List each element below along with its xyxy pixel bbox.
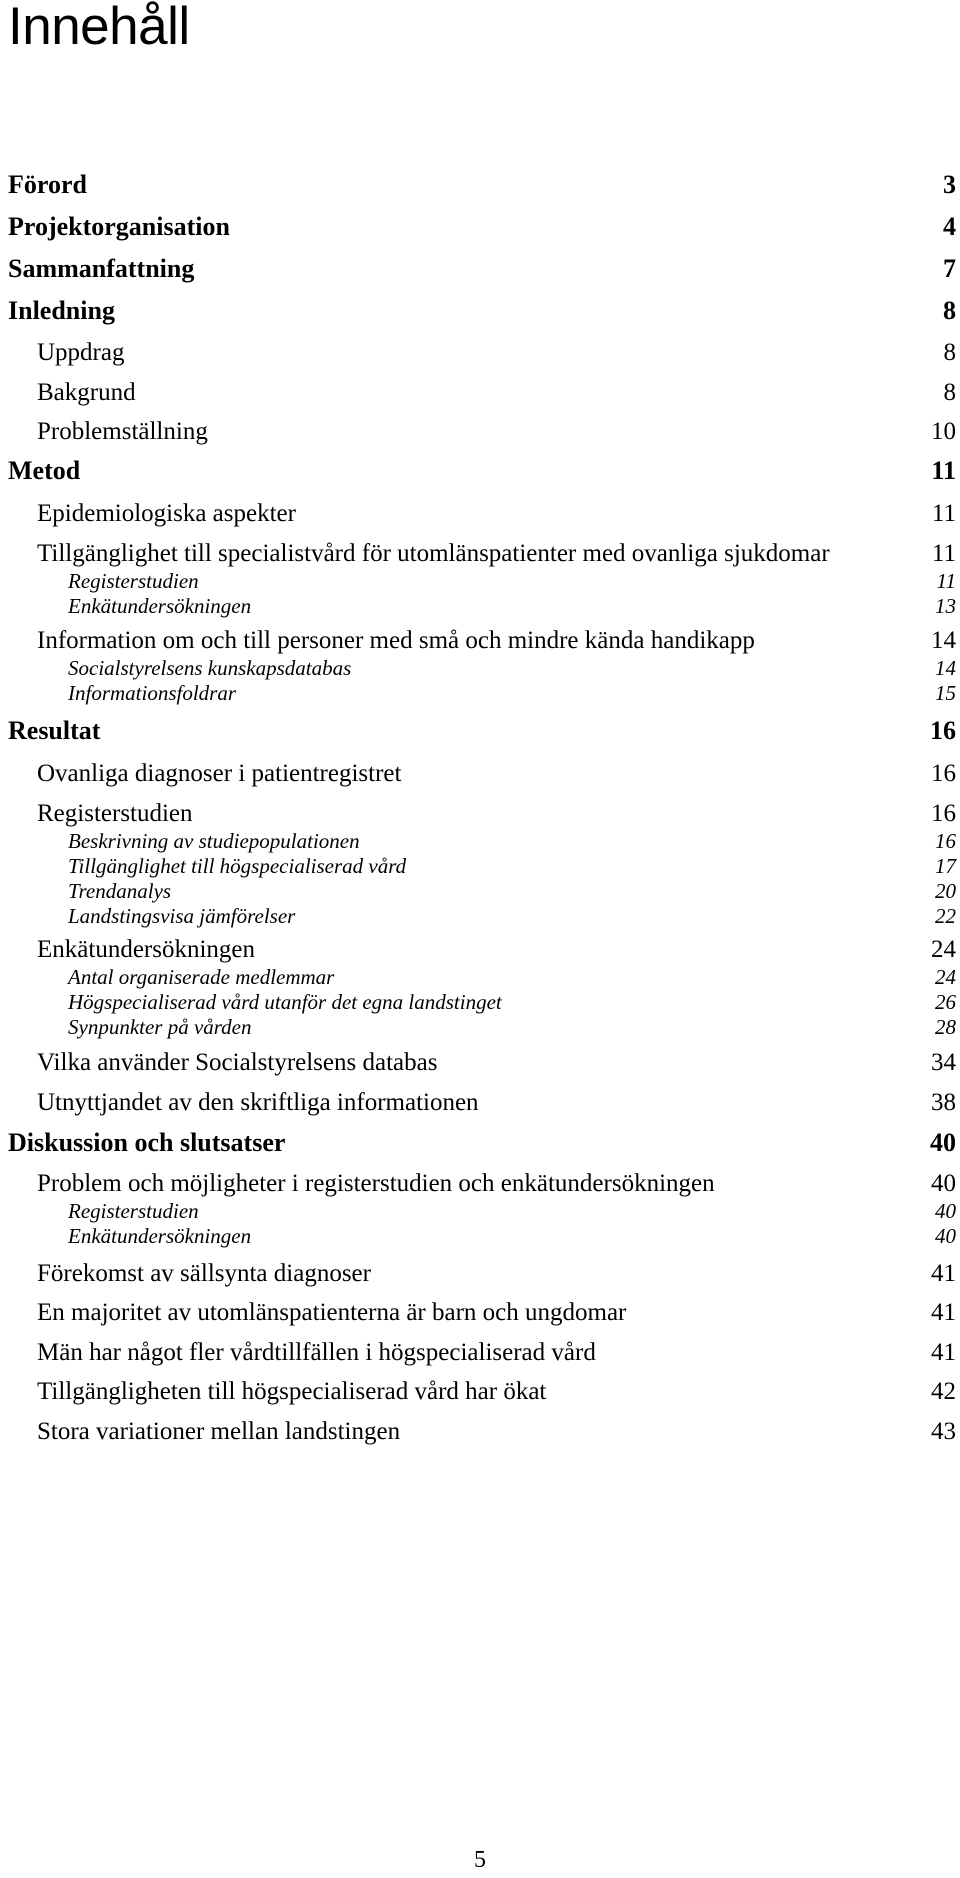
toc-entry-label: Information om och till personer med små och mindre kända handikapp (37, 627, 755, 654)
toc-entry-label: Resultat (8, 716, 101, 745)
toc-entry[interactable] (0, 1254, 960, 1288)
toc-entry-label: Landstingsvisa jämförelser (68, 904, 296, 928)
toc-entry-label: Enkätundersökningen (68, 594, 252, 618)
toc-entry-label: Inledning (8, 296, 115, 325)
toc-entry-page: 3 (943, 170, 956, 199)
toc-entry-label: Epidemiologiska aspekter (37, 500, 296, 527)
toc-entry[interactable] (0, 1006, 960, 1040)
toc-entry-page: 11 (936, 569, 956, 593)
toc-entry-page: 16 (931, 760, 956, 787)
toc-entry-label: Uppdrag (37, 339, 125, 366)
toc-entry-page: 10 (931, 418, 956, 445)
toc-entry[interactable] (0, 712, 960, 746)
toc-entry-page: 24 (931, 936, 956, 963)
toc-entry-label: Män har något fler vårdtillfällen i högspecialiserad vård (37, 1339, 596, 1366)
toc-entry-page: 26 (935, 990, 956, 1014)
toc-entry-label: En majoritet av utomlänspatienterna är barn och ungdomar (37, 1299, 627, 1326)
toc-entry[interactable] (0, 1333, 960, 1367)
toc-entry-label: Informationsfoldrar (68, 681, 237, 705)
toc-entry-page: 40 (935, 1224, 956, 1248)
toc-entry-label: Projektorganisation (8, 212, 230, 241)
toc-entry-label: Metod (8, 456, 81, 485)
toc-entry-label: Problemställning (37, 418, 208, 445)
toc-entry-page: 43 (931, 1418, 956, 1445)
toc-entry[interactable] (0, 373, 960, 407)
toc-entry[interactable] (0, 1372, 960, 1406)
toc-entry-label: Registerstudien (68, 569, 199, 593)
toc-entry[interactable] (0, 250, 960, 284)
toc-entry-label: Sammanfattning (8, 254, 195, 283)
toc-entry[interactable] (0, 1293, 960, 1327)
toc-entry-page: 16 (930, 716, 956, 745)
toc-entry-page: 11 (931, 456, 956, 485)
toc-entry-page: 40 (930, 1128, 956, 1157)
toc-entry-page: 40 (931, 1170, 956, 1197)
toc-entry[interactable] (0, 494, 960, 528)
toc-entry-page: 16 (931, 800, 956, 827)
toc-entry-page: 8 (943, 296, 956, 325)
toc-entry-page: 41 (931, 1339, 956, 1366)
toc-entry[interactable] (0, 166, 960, 200)
toc-entry[interactable] (0, 1043, 960, 1077)
toc-entry-page: 34 (931, 1049, 956, 1076)
toc-entry[interactable] (0, 1215, 960, 1249)
toc-entry-page: 15 (935, 681, 956, 705)
toc-entry-label: Diskussion och slutsatser (8, 1128, 286, 1157)
toc-entry-page: 42 (931, 1378, 956, 1405)
toc-entry-page: 14 (931, 627, 956, 654)
toc-entry[interactable] (0, 1083, 960, 1117)
toc-entry-label: Förekomst av sällsynta diagnoser (37, 1260, 371, 1287)
toc-entry-label: Vilka använder Socialstyrelsens databas (37, 1049, 438, 1076)
toc-entry-page: 41 (931, 1299, 956, 1326)
toc-entry-label: Bakgrund (37, 379, 136, 406)
toc-entry[interactable] (0, 452, 960, 486)
toc-entry-label: Trendanalys (68, 879, 172, 903)
toc-entry[interactable] (0, 1412, 960, 1446)
toc-entry-page: 4 (943, 212, 956, 241)
toc-entry[interactable] (0, 208, 960, 242)
toc-entry-label: Synpunkter på vården (68, 1015, 252, 1039)
toc-entry[interactable] (0, 412, 960, 446)
toc-entry-label: Tillgängligheten till högspecialiserad vård har ökat (37, 1378, 547, 1405)
toc-entry-label: Problem och möjligheter i registerstudien och enkätundersökningen (37, 1170, 715, 1197)
toc-entry-label: Registerstudien (68, 1199, 199, 1223)
toc-entry[interactable] (0, 1124, 960, 1158)
toc-entry-label: Ovanliga diagnoser i patientregistret (37, 760, 402, 787)
toc-entry[interactable] (0, 754, 960, 788)
toc-entry-label: Enkätundersökningen (68, 1224, 252, 1248)
toc-entry-label: Tillgänglighet till högspecialiserad vård (68, 854, 407, 878)
page-number: 5 (474, 1847, 486, 1873)
toc-entry-page: 38 (931, 1089, 956, 1116)
toc-entry-label: Förord (8, 170, 87, 199)
toc-entry-page: 28 (935, 1015, 956, 1039)
toc-entry-page: 16 (935, 829, 956, 853)
toc-entry-label: Registerstudien (37, 800, 193, 827)
toc-entry-label: Stora variationer mellan landstingen (37, 1418, 401, 1445)
toc-entry[interactable] (0, 585, 960, 619)
toc-entry-page: 41 (931, 1260, 956, 1287)
toc-entry-label: Högspecialiserad vård utanför det egna landstinget (68, 990, 502, 1014)
toc-entry-page: 20 (935, 879, 956, 903)
page-title: Innehåll (8, 0, 190, 56)
toc-entry-page: 17 (935, 854, 956, 878)
toc-entry-page: 40 (935, 1199, 956, 1223)
toc-entry[interactable] (0, 333, 960, 367)
toc-entry[interactable] (0, 672, 960, 706)
toc-entry-page: 11 (931, 540, 956, 567)
toc-entry-page: 8 (943, 339, 956, 366)
toc-entry-label: Enkätundersökningen (37, 936, 256, 963)
toc-entry-label: Beskrivning av studiepopulationen (68, 829, 360, 853)
toc-entry-page: 24 (935, 965, 956, 989)
toc-entry-page: 13 (935, 594, 956, 618)
toc-entry-label: Socialstyrelsens kunskapsdatabas (68, 656, 352, 680)
toc-entry[interactable] (0, 292, 960, 326)
toc-entry-label: Utnyttjandet av den skriftliga informationen (37, 1089, 479, 1116)
toc-entry-page: 14 (935, 656, 956, 680)
toc-entry-page: 22 (935, 904, 956, 928)
toc-entry[interactable] (0, 895, 960, 929)
toc-entry-page: 8 (943, 379, 956, 406)
toc-entry-page: 7 (943, 254, 956, 283)
toc-entry-label: Tillgänglighet till specialistvård för utomlänspatienter med ovanliga sjukdomar (37, 540, 830, 567)
toc-entry-label: Antal organiserade medlemmar (68, 965, 335, 989)
toc-entry-page: 11 (931, 500, 956, 527)
